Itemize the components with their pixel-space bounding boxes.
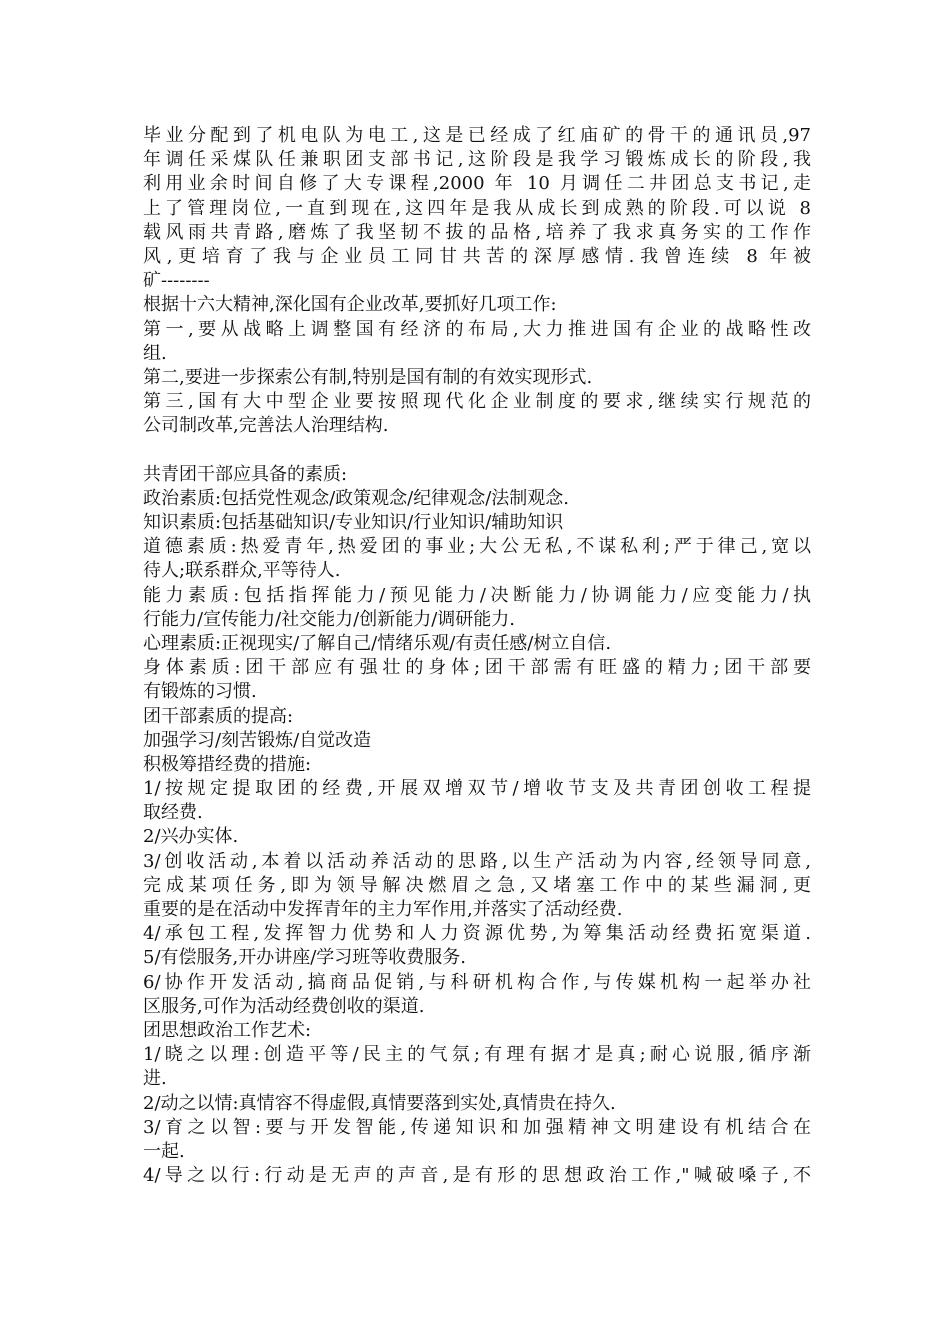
text-line: 身体素质:团干部应有强壮的身体;团干部需有旺盛的精力;团干部要	[143, 657, 811, 679]
text-line: 共青团干部应具备的素质:	[143, 463, 348, 485]
text-line: 风,更培育了我与企业员工同甘共苦的深厚感情.我曾连续 8 年被	[143, 245, 811, 267]
text-line: 有锻炼的习惯.	[143, 681, 257, 703]
text-line: 能力素质:包括指挥能力/预见能力/决断能力/协调能力/应变能力/执	[143, 584, 811, 606]
text-line: 知识素质:包括基础知识/专业知识/行业知识/辅助知识	[143, 512, 564, 533]
text-line: 加强学习/刻苦锻炼/自觉改造	[143, 729, 372, 751]
text-line: 5/有偿服务,开办讲座/学习班等收费服务.	[143, 947, 467, 969]
text-line: 第一,要从战略上调整国有经济的布局,大力推进国有企业的战略性改	[143, 318, 811, 340]
text-line: 完成某项任务,即为领导解决燃眉之急,又堵塞工作中的某些漏洞,更	[143, 874, 811, 896]
text-line: 1/按规定提取团的经费,开展双增双节/增收节支及共青团创收工程提	[143, 778, 811, 800]
text-line: 团思想政治工作艺术:	[143, 1019, 312, 1041]
text-line: 年调任采煤队任兼职团支部书记,这阶段是我学习锻炼成长的阶段,我	[143, 149, 811, 171]
text-line: 4/导之以行:行动是无声的声音,是有形的思想政治工作,"喊破嗓子,不	[143, 1165, 811, 1187]
text-line: 道德素质:热爱青年,热爱团的事业;大公无私,不谋私利;严于律己,宽以	[143, 536, 811, 558]
text-line: 3/育之以智:要与开发智能,传递知识和加强精神文明建设有机结合在	[143, 1116, 811, 1138]
text-line: 组.	[143, 342, 167, 364]
text-line: 上了管理岗位,一直到现在,这四年是我从成长到成熟的阶段.可以说 8	[143, 197, 811, 219]
text-line: 一起.	[143, 1140, 185, 1162]
text-line: 3/创收活动,本着以活动养活动的思路,以生产活动为内容,经领导同意,	[143, 850, 811, 872]
text-line: 毕业分配到了机电队为电工,这是已经成了红庙矿的骨干的通讯员,97	[143, 125, 811, 146]
text-line: 进.	[143, 1068, 167, 1090]
text-line: 矿--------	[143, 270, 210, 292]
text-line: 2/动之以情:真情容不得虚假,真情要落到实处,真情贵在持久.	[143, 1092, 616, 1114]
document-body	[143, 124, 811, 1188]
text-line: 1/晓之以理:创造平等/民主的气氛;有理有据才是真;耐心说服,循序渐	[143, 1044, 811, 1066]
text-line: 区服务,可作为活动经费创收的渠道.	[143, 995, 425, 1017]
text-line: 载风雨共青路,磨炼了我坚韧不拔的品格,培养了我求真务实的工作作	[143, 221, 811, 243]
text-line: 公司制改革,完善法人治理结构.	[143, 415, 389, 437]
text-line: 2/兴办实体.	[143, 826, 239, 848]
text-line: 第三,国有大中型企业要按照现代化企业制度的要求,继续实行规范的	[143, 391, 811, 413]
text-line: 取经费.	[143, 802, 203, 824]
text-line: 待人;联系群众,平等待人.	[143, 560, 341, 582]
text-line: 重要的是在活动中发挥青年的主力军作用,并落实了活动经费.	[143, 899, 623, 920]
text-line: 4/承包工程,发挥智力优势和人力资源优势,为筹集活动经费拓宽渠道.	[143, 923, 811, 945]
text-line: 政治素质:包括党性观念/政策观念/纪律观念/法制观念.	[143, 487, 569, 509]
text-line: 积极筹措经费的措施:	[143, 753, 312, 775]
text-line: 根据十六大精神,深化国有企业改革,要抓好几项工作:	[143, 294, 557, 316]
text-line: 行能力/宣传能力/社交能力/创新能力/调研能力.	[143, 608, 515, 630]
text-line: 心理素质:正视现实/了解自己/情绪乐观/有责任感/树立自信.	[143, 632, 612, 654]
text-line: 利用业余时间自修了大专课程,2000 年 10 月调任二井团总支书记,走	[143, 173, 811, 195]
text-line: 团干部素质的提高:	[143, 705, 294, 727]
text-line: 6/协作开发活动,搞商品促销,与科研机构合作,与传媒机构一起举办社	[143, 971, 811, 993]
blank-line	[143, 438, 811, 462]
text-line: 第二,要进一步探索公有制,特别是国有制的有效实现形式.	[143, 366, 593, 388]
